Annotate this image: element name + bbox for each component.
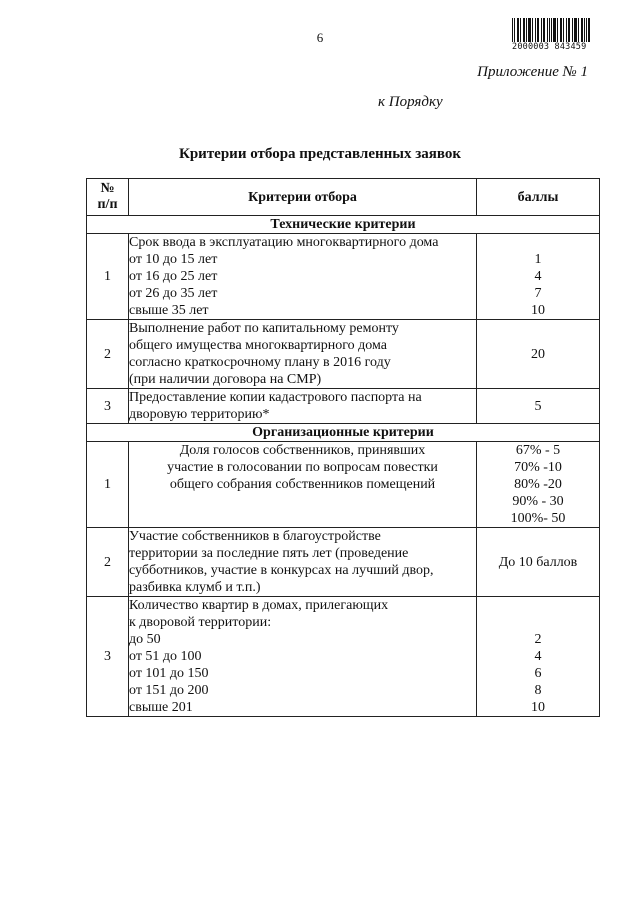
score-cell xyxy=(477,442,600,528)
score-value: 80% -20 xyxy=(514,477,562,492)
criterion-cell xyxy=(129,389,477,424)
criterion-option: от 101 до 150 xyxy=(129,666,209,681)
header-score: баллы xyxy=(477,179,600,216)
criterion-cell xyxy=(129,528,477,597)
criterion-option: от 10 до 15 лет xyxy=(129,252,218,267)
score-value: До 10 баллов xyxy=(477,528,600,597)
barcode xyxy=(512,18,592,52)
score-value: 100%- 50 xyxy=(510,511,566,526)
score-value: 90% - 30 xyxy=(512,494,564,509)
row-number: 1 xyxy=(87,234,129,320)
barcode-number: 2000003 843459 xyxy=(512,42,587,52)
criterion-cell xyxy=(129,234,477,320)
score-value: 2 xyxy=(534,632,542,647)
score-value: 67% - 5 xyxy=(515,443,561,458)
criterion-text: Выполнение работ по капитальному ремонту xyxy=(129,321,399,336)
section-title-technical: Технические критерии xyxy=(87,216,600,234)
score-value: 4 xyxy=(534,649,542,664)
criterion-option: от 51 до 100 xyxy=(129,649,202,664)
header-criteria: Критерии отбора xyxy=(129,179,477,216)
score-value: 20 xyxy=(477,320,600,389)
section-title-organizational: Организационные критерии xyxy=(87,424,600,442)
criterion-text: субботников, участие в конкурсах на лучший двор, xyxy=(129,563,434,578)
row-number: 1 xyxy=(87,442,129,528)
criterion-option: от 16 до 25 лет xyxy=(129,269,218,284)
criterion-text: территории за последние пять лет (проведение xyxy=(129,546,409,561)
table-row xyxy=(87,320,600,389)
score-value: 70% -10 xyxy=(514,460,562,475)
header-number-symbol: № xyxy=(100,181,115,196)
criterion-text: общего собрания собственников помещений xyxy=(169,477,436,492)
criterion-text: Срок ввода в эксплуатацию многоквартирного дома xyxy=(129,235,439,250)
barcode-bars-icon xyxy=(512,18,590,42)
score-value: 6 xyxy=(534,666,542,681)
document-title: Критерии отбора представленных заявок xyxy=(178,146,462,162)
section-row-technical xyxy=(87,216,600,234)
table-row xyxy=(87,234,600,320)
table-row xyxy=(87,389,600,424)
score-value: 10 xyxy=(531,700,545,715)
score-value: 1 xyxy=(534,252,542,267)
row-number: 3 xyxy=(87,597,129,717)
appendix-title: Приложение № 1 xyxy=(477,64,588,80)
score-cell xyxy=(477,234,600,320)
criterion-text: Предоставление копии кадастрового паспорта на xyxy=(129,390,422,405)
row-number: 2 xyxy=(87,528,129,597)
criterion-text: Количество квартир в домах, прилегающих xyxy=(129,598,389,613)
criterion-option: от 151 до 200 xyxy=(129,683,209,698)
score-cell xyxy=(477,597,600,717)
table-header-row xyxy=(87,179,600,216)
criterion-text: Доля голосов собственников, принявших xyxy=(179,443,426,458)
table-row xyxy=(87,442,600,528)
row-number: 3 xyxy=(87,389,129,424)
table-row xyxy=(87,597,600,717)
appendix-subtitle: к Порядку xyxy=(378,94,443,110)
criterion-option: от 26 до 35 лет xyxy=(129,286,218,301)
criterion-cell xyxy=(129,597,477,717)
criterion-text: (при наличии договора на СМР) xyxy=(129,372,322,387)
header-number xyxy=(87,179,129,216)
criterion-cell xyxy=(129,320,477,389)
criterion-option: свыше 35 лет xyxy=(129,303,209,318)
criterion-text: согласно краткосрочному плану в 2016 году xyxy=(129,355,391,370)
score-value: 10 xyxy=(531,303,545,318)
criterion-text: участие в голосовании по вопросам повестки xyxy=(167,460,438,475)
criterion-text: дворовую территорию* xyxy=(129,407,270,422)
criterion-option: до 50 xyxy=(129,632,161,647)
criterion-cell xyxy=(129,442,477,528)
score-value: 8 xyxy=(534,683,542,698)
score-value: 5 xyxy=(477,389,600,424)
criterion-text: разбивка клумб и т.п.) xyxy=(129,580,261,595)
criterion-text: общего имущества многоквартирного дома xyxy=(129,338,388,353)
table-row xyxy=(87,528,600,597)
score-value: 4 xyxy=(534,269,542,284)
page-number: 6 xyxy=(316,30,324,45)
section-row-organizational xyxy=(87,424,600,442)
score-value: 7 xyxy=(534,286,542,301)
criterion-text: Участие собственников в благоустройстве xyxy=(129,529,381,544)
row-number: 2 xyxy=(87,320,129,389)
criterion-text: к дворовой территории: xyxy=(129,615,272,630)
criteria-table xyxy=(86,178,600,717)
criterion-option: свыше 201 xyxy=(129,700,193,715)
header-number-abbr: п/п xyxy=(97,197,118,212)
